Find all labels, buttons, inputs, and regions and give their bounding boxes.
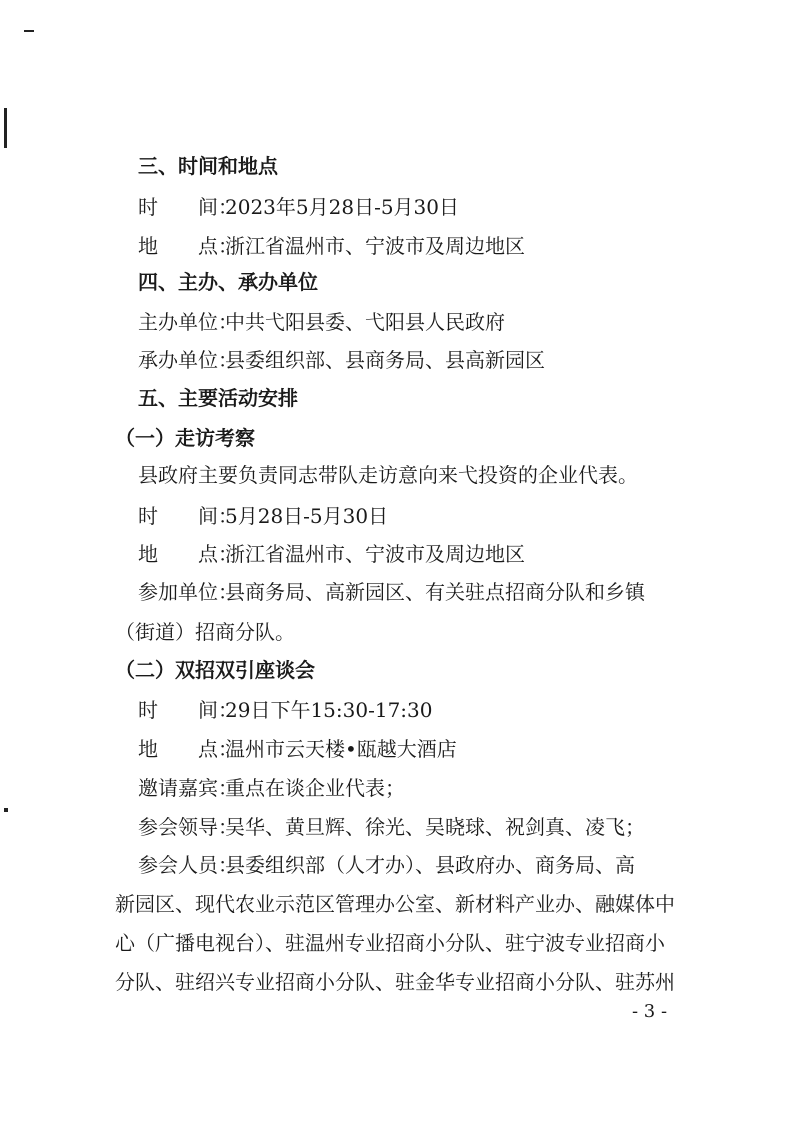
activity2-attendees-value-4: 分队、驻绍兴专业招商小分队、驻金华专业招商小分队、驻苏州 [115,970,675,994]
host-value: 中共弋阳县委、弋阳县人民政府 [225,310,505,334]
organizer-value: 县委组织部、县商务局、县高新园区 [225,348,545,372]
activity1-time-value: 5月28日-5月30日 [225,504,389,528]
time-value: 2023年5月28日-5月30日 [225,195,460,219]
time-label: 时 间： [138,195,238,219]
page-number: - 3 - [632,1001,668,1022]
activity2-guests-value: 重点在谈企业代表； [225,776,405,800]
document-page: 三、时间和地点 时 间：2023年5月28日-5月30日 地 点：浙江省温州市、宁波市及周边地区 四、主办、承办单位 主办单位：中共弋阳县委、弋阳县人民政府 承办单位：县委组织部、县商务局、县高新园区 五、主要活动安排 （一）走访考察 县政府主要负责同志带队走访意向来弋投资的企业代表。 时 间：5月28日-5月30日 地 点：浙江省温州市、宁波市及周边地区 参加单位：县商务局、高新园区、有关驻点招商分队和乡镇 （街道）招商分队。 （二）双招双引座谈会 时 间：29日下午15:30-17:30 地 点：温州市云天楼•瓯越大酒店 邀请嘉宾：重点在谈企业代表； 参会领导：吴华、黄旦辉、徐光、吴晓球、祝剑真、凌飞； 参会人员：县委组织部（人才办）、县政府办、商务局、高 新园区、现代农业示范区管理办公室、新材料产业办、融媒体中 心（广播电视台）、驻温州专业招商小分队、驻宁波专业招商小 分队、驻绍兴专业招商小分队、驻金华专业招商小分队、驻苏州 - 3 - [0,0,791,1122]
scan-edge-mark [4,808,8,812]
activity1-units-label: 参加单位： [138,580,238,604]
activity1-units-value-1: 县商务局、高新园区、有关驻点招商分队和乡镇 [225,580,645,604]
activity2-attendees-value-1: 县委组织部（人才办）、县政府办、商务局、高 [225,853,635,877]
activity1-place-value: 浙江省温州市、宁波市及周边地区 [225,542,525,566]
place-value: 浙江省温州市、宁波市及周边地区 [225,234,525,258]
activity2-leaders-value: 吴华、黄旦辉、徐光、吴晓球、祝剑真、凌飞； [225,815,645,839]
activity1-units-value-2: （街道）招商分队。 [115,620,295,644]
activity2-time-value: 29日下午15:30-17:30 [225,698,433,722]
activity2-attendees-value-3: 心（广播电视台）、驻温州专业招商小分队、驻宁波专业招商小 [115,931,665,955]
scan-edge-mark [4,108,7,148]
activity2-attendees-value-2: 新园区、现代农业示范区管理办公室、新材料产业办、融媒体中 [115,892,675,916]
activity1-time-label: 时 间： [138,504,238,528]
activity2-time-label: 时 间： [138,698,238,722]
organizer-label: 承办单位： [138,348,238,372]
activity2-place-label: 地 点： [138,737,238,761]
scan-edge-mark [24,30,34,32]
activity2-guests-label: 邀请嘉宾： [138,776,238,800]
place-label: 地 点： [138,234,238,258]
activity1-place-label: 地 点： [138,542,238,566]
host-label: 主办单位： [138,310,238,334]
activity2-attendees-label: 参会人员： [138,853,238,877]
activity2-leaders-label: 参会领导： [138,815,238,839]
activity2-place-value: 温州市云天楼•瓯越大酒店 [225,737,457,761]
